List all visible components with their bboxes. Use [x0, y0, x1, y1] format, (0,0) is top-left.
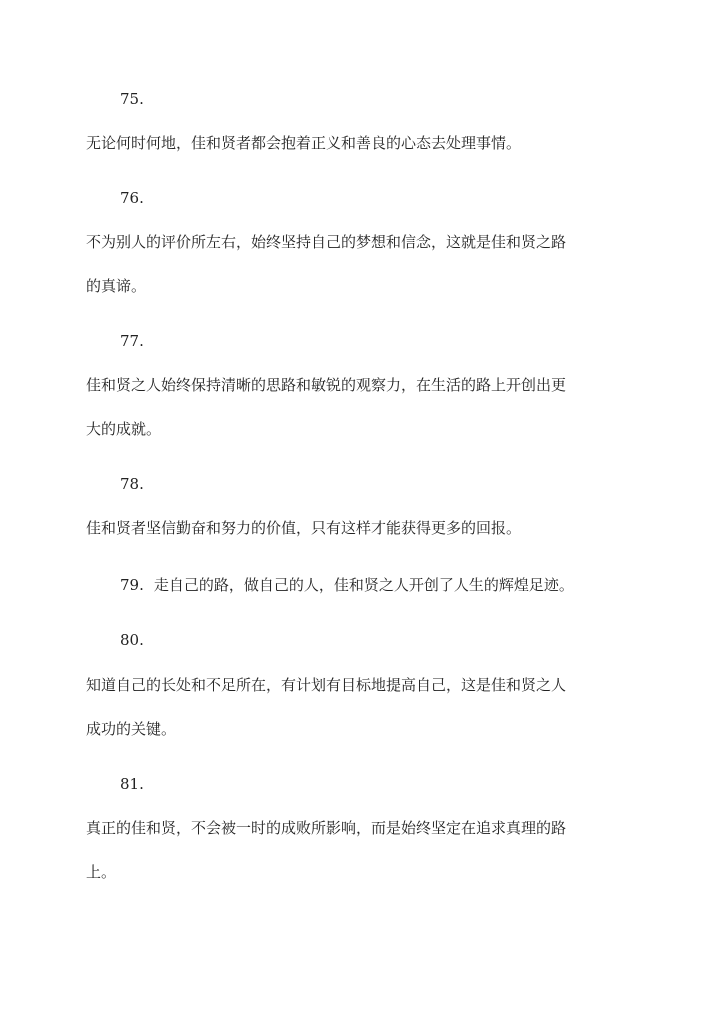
item-text-line: 佳和贤者坚信勤奋和努力的价值，只有这样才能获得更多的回报。: [86, 519, 522, 537]
item-number: 78.: [120, 475, 144, 493]
item-text-line: 不为别人的评价所左右，始终坚持自己的梦想和信念，这就是佳和贤之路: [86, 233, 567, 251]
item-text-line: 无论何时何地，佳和贤者都会抱着正义和善良的心态去处理事情。: [86, 134, 522, 152]
item-text-line: 走自己的路，做自己的人，佳和贤之人开创了人生的辉煌足迹。: [153, 576, 574, 594]
item-inline: [120, 575, 574, 595]
item-text-line: 真正的佳和贤，不会被一时的成败所影响，而是始终坚定在追求真理的路: [86, 819, 567, 837]
item-text-line: 的真谛。: [86, 277, 147, 295]
item-text-line: 大的成就。: [86, 420, 162, 438]
item-number: 80.: [120, 631, 144, 649]
item-number: 79.: [120, 576, 144, 594]
item-text-line: 上。: [86, 863, 117, 881]
item-number: 76.: [120, 189, 144, 207]
item-number: 77.: [120, 332, 144, 350]
item-text-line: 佳和贤之人始终保持清晰的思路和敏锐的观察力，在生活的路上开创出更: [86, 376, 567, 394]
item-number: 81.: [120, 775, 144, 793]
item-number: 75.: [120, 90, 144, 108]
item-text-line: 成功的关键。: [86, 720, 177, 738]
item-text-line: 知道自己的长处和不足所在，有计划有目标地提高自己，这是佳和贤之人: [86, 676, 567, 694]
